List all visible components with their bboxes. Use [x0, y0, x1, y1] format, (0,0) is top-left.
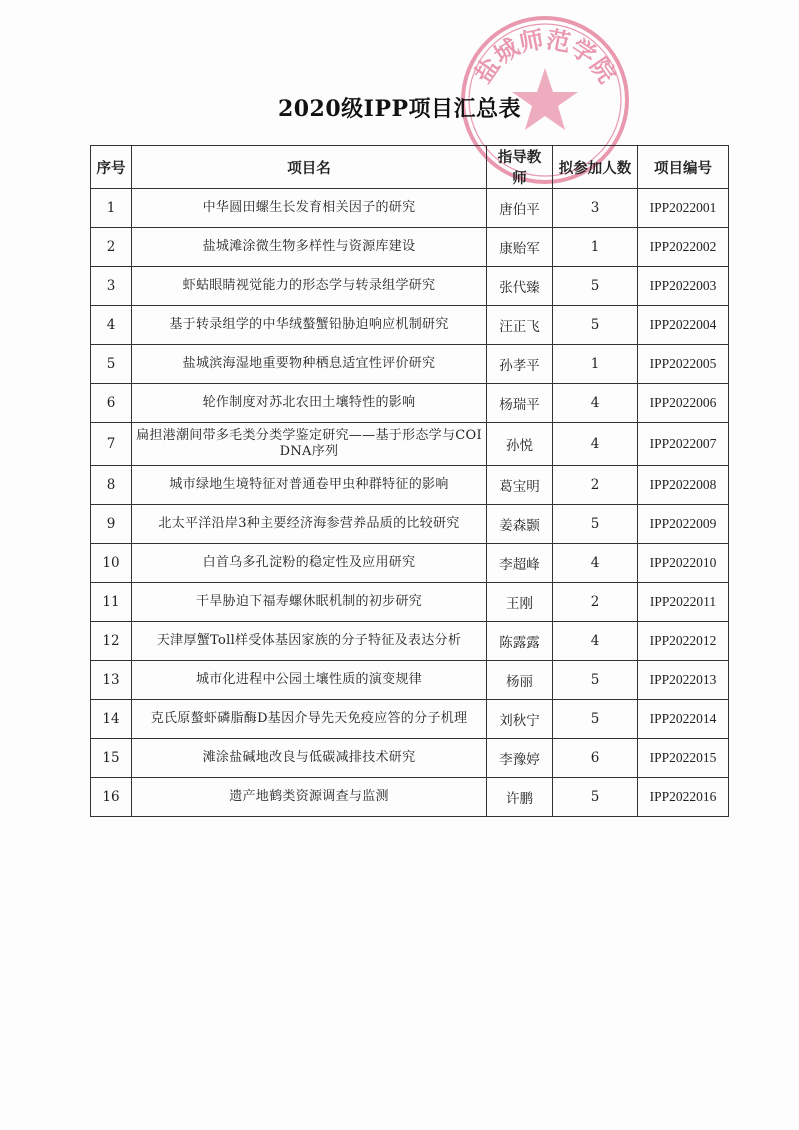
advisor-cell: 刘秋宁: [487, 700, 553, 739]
project-code-cell: IPP2022007: [638, 423, 729, 466]
project-code-cell: IPP2022015: [638, 739, 729, 778]
project-name-cell: 天津厚蟹Toll样受体基因家族的分子特征及表达分析: [132, 622, 487, 661]
participant-count-cell: 5: [553, 778, 638, 817]
header-project-code: 项目编号: [638, 146, 729, 189]
serial-number-cell: 6: [91, 384, 132, 423]
participant-count-cell: 1: [553, 345, 638, 384]
project-name-cell: 中华圆田螺生长发育相关因子的研究: [132, 189, 487, 228]
project-code-cell: IPP2022002: [638, 228, 729, 267]
table-row: [91, 384, 729, 423]
advisor-cell: 张代臻: [487, 267, 553, 306]
advisor-cell: 杨丽: [487, 661, 553, 700]
project-code-cell: IPP2022004: [638, 306, 729, 345]
project-name-cell: 盐城滨海湿地重要物种栖息适宜性评价研究: [132, 345, 487, 384]
project-code-cell: IPP2022008: [638, 466, 729, 505]
serial-number-cell: 11: [91, 583, 132, 622]
table-row: [91, 306, 729, 345]
header-project-name: 项目名: [132, 146, 487, 189]
table-row: [91, 778, 729, 817]
project-name-cell: 基于转录组学的中华绒螯蟹铅胁迫响应机制研究: [132, 306, 487, 345]
project-name-cell: 克氏原螯虾磷脂酶D基因介导先天免疫应答的分子机理: [132, 700, 487, 739]
project-name-cell: 城市化进程中公园土壤性质的演变规律: [132, 661, 487, 700]
project-code-cell: IPP2022010: [638, 544, 729, 583]
participant-count-cell: 5: [553, 661, 638, 700]
advisor-cell: 孙孝平: [487, 345, 553, 384]
project-code-cell: IPP2022001: [638, 189, 729, 228]
participant-count-cell: 4: [553, 423, 638, 466]
participant-count-cell: 2: [553, 466, 638, 505]
participant-count-cell: 5: [553, 306, 638, 345]
serial-number-cell: 4: [91, 306, 132, 345]
advisor-cell: 许鹏: [487, 778, 553, 817]
project-code-cell: IPP2022016: [638, 778, 729, 817]
participant-count-cell: 6: [553, 739, 638, 778]
project-name-cell: 扁担港潮间带多毛类分类学鉴定研究——基于形态学与COI DNA序列: [132, 423, 487, 466]
advisor-cell: 杨瑞平: [487, 384, 553, 423]
document-title: 2020级IPP项目汇总表: [277, 96, 522, 122]
participant-count-cell: 4: [553, 544, 638, 583]
participant-count-cell: 1: [553, 228, 638, 267]
serial-number-cell: 7: [91, 423, 132, 466]
advisor-cell: 汪正飞: [487, 306, 553, 345]
serial-number-cell: 10: [91, 544, 132, 583]
project-name-cell: 白首乌多孔淀粉的稳定性及应用研究: [132, 544, 487, 583]
advisor-cell: 姜森颢: [487, 505, 553, 544]
project-name-cell: 城市绿地生境特征对普通卷甲虫种群特征的影响: [132, 466, 487, 505]
project-code-cell: IPP2022011: [638, 583, 729, 622]
project-code-cell: IPP2022012: [638, 622, 729, 661]
advisor-cell: 唐伯平: [487, 189, 553, 228]
table-row: [91, 544, 729, 583]
project-name-cell: 遗产地鹤类资源调查与监测: [132, 778, 487, 817]
table-row: [91, 505, 729, 544]
serial-number-cell: 3: [91, 267, 132, 306]
table-header-row: [91, 146, 729, 189]
header-serial-number: 序号: [91, 146, 132, 189]
participant-count-cell: 4: [553, 384, 638, 423]
serial-number-cell: 1: [91, 189, 132, 228]
header-advisor: 指导教师: [487, 146, 553, 189]
serial-number-cell: 14: [91, 700, 132, 739]
project-name-cell: 轮作制度对苏北农田土壤特性的影响: [132, 384, 487, 423]
advisor-cell: 孙悦: [487, 423, 553, 466]
participant-count-cell: 5: [553, 700, 638, 739]
advisor-cell: 陈露露: [487, 622, 553, 661]
serial-number-cell: 15: [91, 739, 132, 778]
participant-count-cell: 4: [553, 622, 638, 661]
project-code-cell: IPP2022006: [638, 384, 729, 423]
project-code-cell: IPP2022009: [638, 505, 729, 544]
project-summary-table: [90, 145, 729, 817]
project-code-cell: IPP2022005: [638, 345, 729, 384]
project-name-cell: 滩涂盐碱地改良与低碳减排技术研究: [132, 739, 487, 778]
serial-number-cell: 13: [91, 661, 132, 700]
advisor-cell: 葛宝明: [487, 466, 553, 505]
project-code-cell: IPP2022014: [638, 700, 729, 739]
serial-number-cell: 12: [91, 622, 132, 661]
table-row: [91, 700, 729, 739]
participant-count-cell: 5: [553, 505, 638, 544]
participant-count-cell: 2: [553, 583, 638, 622]
project-name-cell: 盐城滩涂微生物多样性与资源库建设: [132, 228, 487, 267]
project-name-cell: 虾蛄眼睛视觉能力的形态学与转录组学研究: [132, 267, 487, 306]
project-name-cell: 干旱胁迫下福寿螺休眠机制的初步研究: [132, 583, 487, 622]
table-row: [91, 228, 729, 267]
table-row: [91, 739, 729, 778]
serial-number-cell: 8: [91, 466, 132, 505]
table-row: [91, 189, 729, 228]
header-participant-count: 拟参加人数: [553, 146, 638, 189]
project-code-cell: IPP2022013: [638, 661, 729, 700]
advisor-cell: 李超峰: [487, 544, 553, 583]
advisor-cell: 李豫婷: [487, 739, 553, 778]
project-name-cell: 北太平洋沿岸3种主要经济海参营养品质的比较研究: [132, 505, 487, 544]
table-row: [91, 622, 729, 661]
participant-count-cell: 3: [553, 189, 638, 228]
stamp-text: 盐城师范学院: [468, 24, 622, 89]
advisor-cell: 康贻军: [487, 228, 553, 267]
table-row: [91, 583, 729, 622]
project-code-cell: IPP2022003: [638, 267, 729, 306]
serial-number-cell: 2: [91, 228, 132, 267]
table-row: [91, 345, 729, 384]
table-row: [91, 423, 729, 466]
serial-number-cell: 5: [91, 345, 132, 384]
advisor-cell: 王刚: [487, 583, 553, 622]
table-row: [91, 267, 729, 306]
serial-number-cell: 16: [91, 778, 132, 817]
serial-number-cell: 9: [91, 505, 132, 544]
participant-count-cell: 5: [553, 267, 638, 306]
table-row: [91, 661, 729, 700]
table-row: [91, 466, 729, 505]
